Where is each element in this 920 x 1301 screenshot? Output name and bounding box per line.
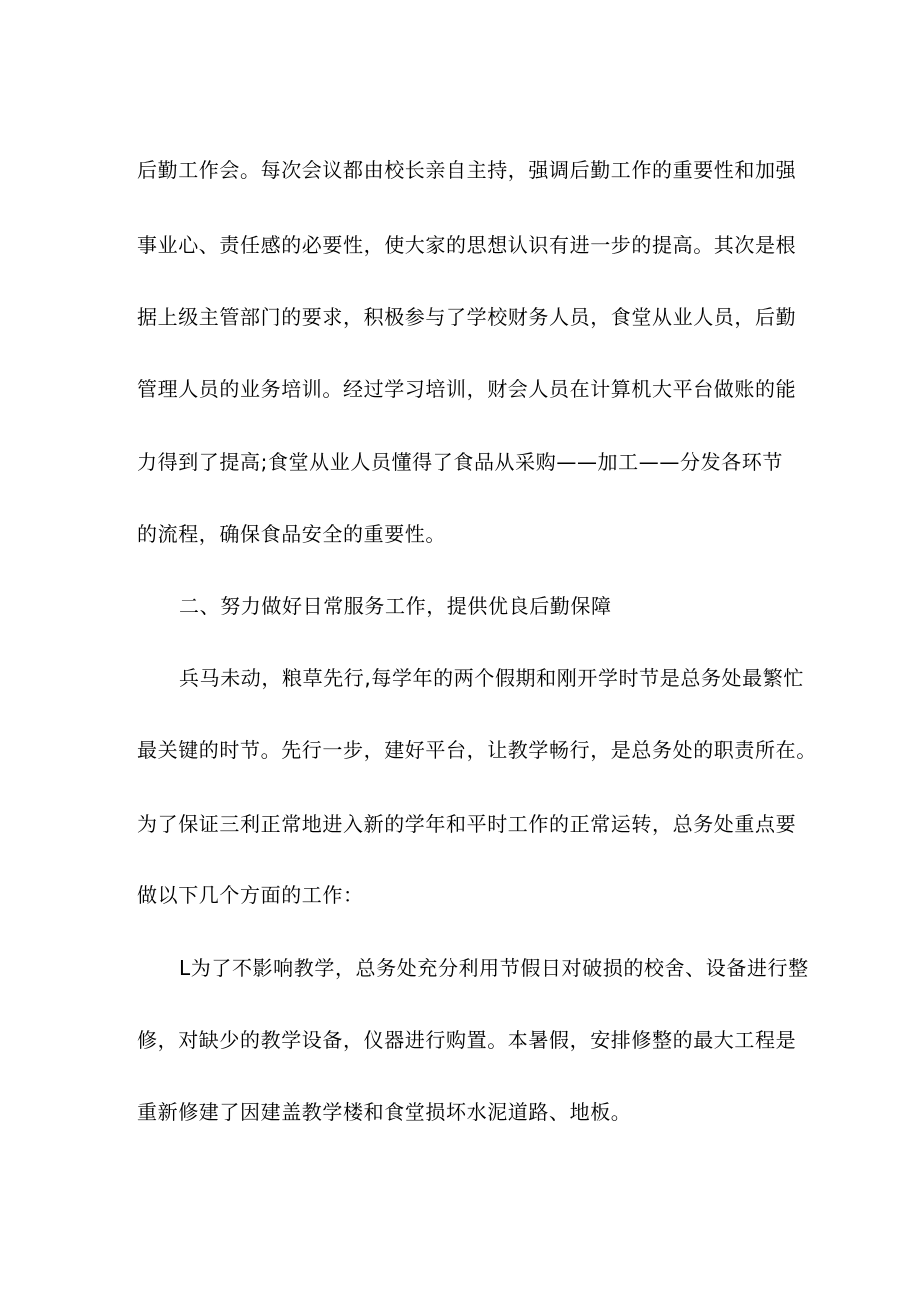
body-text-line: 最关键的时节。先行一步，建好平台，让教学畅行，是总务处的职责所在。 — [137, 738, 817, 762]
body-text-line: 重新修建了因建盖教学楼和食堂损坏水泥道路、地板。 — [137, 1100, 632, 1124]
body-text-line: 为了保证三利正常地进入新的学年和平时工作的正常运转，总务处重点要 — [137, 812, 797, 836]
body-text-line: 修，对缺少的教学设备，仪器进行购置。本暑假，安排修整的最大工程是 — [137, 1028, 797, 1052]
body-text-line: 事业心、责任感的必要性，使大家的思想认识有进一步的提高。其次是根 — [137, 233, 797, 257]
body-text-line: L为了不影响教学，总务处充分利用节假日对破损的校舍、设备进行整 — [179, 956, 809, 980]
section-heading: 二、努力做好日常服务工作，提供优良后勤保障 — [179, 594, 612, 618]
body-text-line: 的流程，确保食品安全的重要性。 — [137, 522, 446, 546]
body-text-line: 管理人员的业务培训。经过学习培训，财会人员在计算机大平台做账的能 — [137, 377, 797, 401]
body-text-line: 后勤工作会。每次会议都由校长亲自主持，强调后勤工作的重要性和加强 — [137, 158, 797, 182]
body-text-line: 兵马未动，粮草先行,每学年的两个假期和刚开学时节是总务处最繁忙 — [179, 666, 804, 690]
body-text-line: 力得到了提高;食堂从业人员懂得了食品从采购——加工——分发各环节 — [137, 450, 783, 474]
body-text-line: 做以下几个方面的工作： — [137, 883, 364, 907]
body-text-line: 据上级主管部门的要求，积极参与了学校财务人员，食堂从业人员，后勤 — [137, 305, 797, 329]
